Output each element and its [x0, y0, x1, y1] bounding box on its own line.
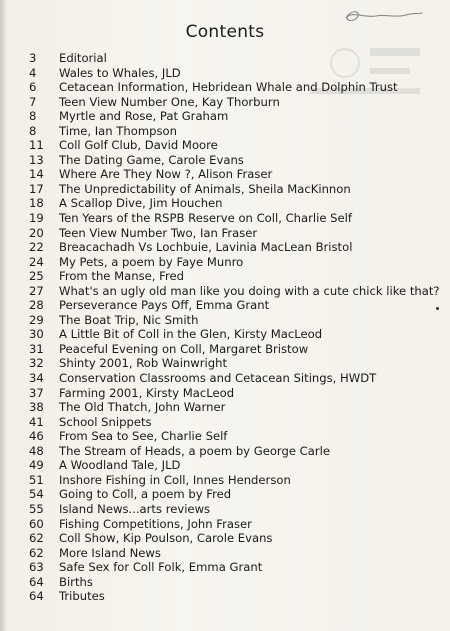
contents-entry [29, 196, 440, 211]
entry-page-number: 8 [29, 109, 37, 124]
entry-page-number: 27 [29, 283, 44, 298]
entry-title: Myrtle and Rose, Pat Graham [59, 109, 229, 124]
contents-entry [29, 589, 440, 604]
entry-title: Ten Years of the RSPB Reserve on Coll, Charlie Self [59, 211, 352, 226]
entry-title: Inshore Fishing in Coll, Innes Henderson [59, 472, 291, 487]
entry-title: Farming 2001, Kirsty MacLeod [59, 385, 235, 400]
entry-title: From the Manse, Fred [59, 269, 184, 284]
contents-entry [29, 546, 440, 561]
entry-title: Safe Sex for Coll Folk, Emma Grant [59, 560, 263, 575]
contents-list [29, 51, 440, 604]
entry-page-number: 30 [29, 327, 44, 342]
contents-entry [29, 138, 440, 153]
contents-entry [29, 400, 440, 415]
entry-title: A Scallop Dive, Jim Houchen [59, 196, 223, 211]
page-edge-shadow [0, 0, 6, 631]
entry-page-number: 8 [29, 123, 37, 138]
entry-title: Wales to Whales, JLD [59, 65, 181, 80]
entry-title: A Woodland Tale, JLD [59, 458, 181, 473]
contents-entry [29, 51, 440, 66]
contents-entry [29, 109, 440, 124]
entry-page-number: 22 [29, 240, 44, 255]
entry-page-number: 60 [29, 516, 44, 531]
entry-page-number: 49 [29, 458, 44, 473]
contents-entry [29, 429, 440, 444]
contents-entry [29, 182, 440, 197]
contents-entry [29, 226, 440, 241]
entry-page-number: 48 [29, 443, 44, 458]
entry-title: The Stream of Heads, a poem by George Carle [59, 443, 330, 458]
entry-page-number: 20 [29, 225, 44, 240]
entry-title: The Boat Trip, Nic Smith [59, 312, 199, 327]
entry-page-number: 4 [29, 65, 37, 80]
entry-title: Going to Coll, a poem by Fred [59, 487, 232, 502]
contents-entry [29, 298, 440, 313]
contents-entry [29, 356, 440, 371]
contents-entry [29, 531, 440, 546]
entry-title: Island News...arts reviews [59, 501, 211, 516]
contents-entry [29, 284, 440, 299]
entry-title: Perseverance Pays Off, Emma Grant [59, 298, 270, 313]
entry-title: Where Are They Now ?, Alison Fraser [59, 167, 273, 182]
entry-title: From Sea to See, Charlie Self [59, 429, 228, 444]
entry-page-number: 34 [29, 371, 44, 386]
contents-entry [29, 473, 440, 488]
entry-page-number: 18 [29, 196, 44, 211]
entry-page-number: 6 [29, 80, 37, 95]
contents-entry [29, 575, 440, 590]
entry-title: The Old Thatch, John Warner [59, 400, 226, 415]
entry-title: More Island News [59, 545, 161, 560]
entry-title: What's an ugly old man like you doing with a cute chick like that? [59, 283, 440, 298]
entry-page-number: 11 [29, 138, 44, 153]
entry-title: Shinty 2001, Rob Wainwright [59, 356, 228, 371]
contents-entry [29, 502, 440, 517]
contents-entry [29, 211, 440, 226]
contents-entry [29, 342, 440, 357]
contents-entry [29, 517, 440, 532]
entry-page-number: 13 [29, 152, 44, 167]
entry-title: Coll Show, Kip Poulson, Carole Evans [59, 531, 273, 546]
contents-entry [29, 487, 440, 502]
entry-page-number: 64 [29, 574, 44, 589]
entry-title: A Little Bit of Coll in the Glen, Kirsty MacLeod [59, 327, 323, 342]
entry-title: The Unpredictability of Animals, Sheila MacKinnon [59, 181, 351, 196]
entry-page-number: 31 [29, 341, 44, 356]
entry-title: Fishing Competitions, John Fraser [59, 516, 252, 531]
entry-page-number: 17 [29, 181, 44, 196]
entry-page-number: 64 [29, 589, 44, 604]
contents-entry [29, 95, 440, 110]
entry-page-number: 62 [29, 531, 44, 546]
contents-entry [29, 80, 440, 95]
entry-title: Teen View Number One, Kay Thorburn [59, 94, 280, 109]
entry-page-number: 32 [29, 356, 44, 371]
entry-title: Peaceful Evening on Coll, Margaret Bristow [59, 341, 309, 356]
contents-entry [29, 153, 440, 168]
entry-page-number: 14 [29, 167, 44, 182]
contents-entry [29, 240, 440, 255]
contents-entry [29, 124, 440, 139]
entry-title: Conservation Classrooms and Cetacean Sitings, HWDT [59, 371, 377, 386]
contents-entry [29, 269, 440, 284]
entry-title: Tributes [59, 589, 105, 604]
entry-title: Cetacean Information, Hebridean Whale and Dolphin Trust [59, 80, 398, 95]
entry-page-number: 25 [29, 269, 44, 284]
entry-title: Editorial [59, 51, 107, 65]
contents-entry [29, 327, 440, 342]
entry-page-number: 3 [29, 51, 37, 65]
entry-page-number: 62 [29, 545, 44, 560]
entry-page-number: 55 [29, 501, 44, 516]
entry-page-number: 41 [29, 414, 44, 429]
entry-page-number: 37 [29, 385, 44, 400]
page-title: Contents [185, 22, 265, 42]
entry-title: School Snippets [59, 414, 152, 429]
entry-page-number: 24 [29, 254, 44, 269]
contents-entry [29, 167, 440, 182]
entry-title: Coll Golf Club, David Moore [59, 138, 218, 153]
contents-entry [29, 458, 440, 473]
speck-mark [436, 307, 439, 310]
entry-title: Births [59, 574, 93, 589]
contents-entry [29, 371, 440, 386]
entry-title: Breacachadh Vs Lochbuie, Lavinia MacLean Bristol [59, 240, 353, 255]
entry-page-number: 54 [29, 487, 44, 502]
entry-page-number: 63 [29, 560, 44, 575]
entry-page-number: 7 [29, 94, 37, 109]
contents-entry [29, 313, 440, 328]
entry-title: Time, Ian Thompson [59, 123, 177, 138]
entry-page-number: 28 [29, 298, 44, 313]
contents-entry [29, 66, 440, 81]
entry-title: Teen View Number Two, Ian Fraser [59, 225, 258, 240]
contents-entry [29, 415, 440, 430]
contents-entry [29, 444, 440, 459]
entry-title: The Dating Game, Carole Evans [59, 152, 244, 167]
contents-entry [29, 560, 440, 575]
entry-page-number: 46 [29, 429, 44, 444]
entry-title: My Pets, a poem by Faye Munro [59, 254, 244, 269]
contents-entry [29, 255, 440, 270]
entry-page-number: 38 [29, 400, 44, 415]
entry-page-number: 51 [29, 472, 44, 487]
entry-page-number: 29 [29, 312, 44, 327]
entry-page-number: 19 [29, 211, 44, 226]
contents-entry [29, 386, 440, 401]
